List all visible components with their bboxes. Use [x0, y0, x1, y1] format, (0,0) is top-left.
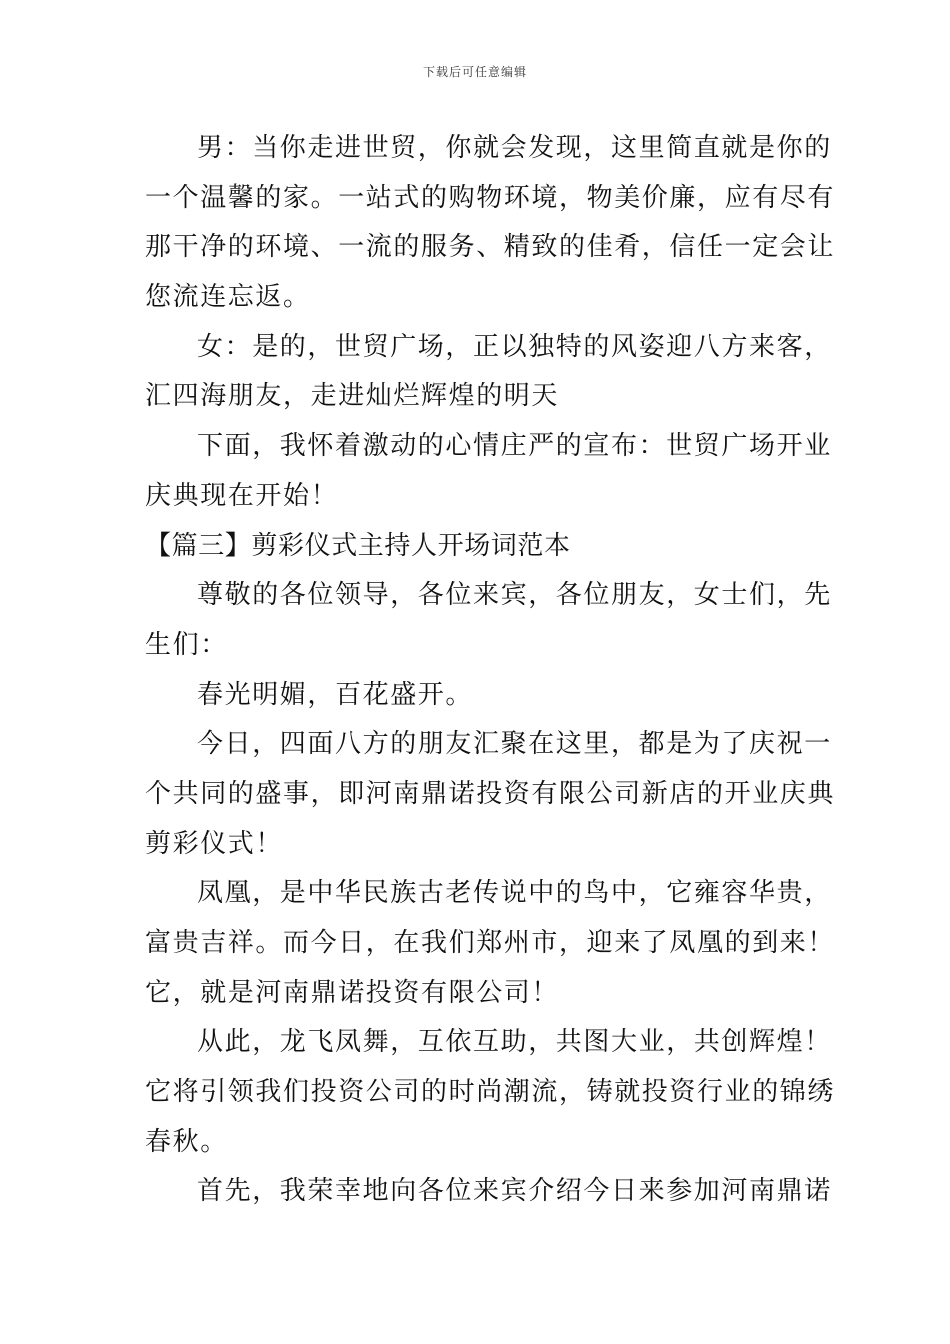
paragraph-line: 今日，四面八方的朋友汇聚在这里，都是为了庆祝一	[197, 729, 832, 760]
paragraph-line: 那干净的环境、一流的服务、精致的佳肴，信任一定会让	[145, 232, 836, 263]
paragraph-line: 凤凰，是中华民族古老传说中的鸟中，它雍容华贵，	[197, 878, 832, 909]
document-body	[145, 124, 836, 1217]
paragraph-line: 它将引领我们投资公司的时尚潮流，铸就投资行业的锦绣	[145, 1077, 836, 1108]
paragraph-line: 女：是的，世贸广场，正以独特的风姿迎八方来客，	[197, 331, 832, 362]
paragraph-line: 下面，我怀着激动的心情庄严的宣布：世贸广场开业	[197, 431, 832, 462]
paragraph-line: 它，就是河南鼎诺投资有限公司！	[145, 977, 560, 1008]
paragraph-line: 首先，我荣幸地向各位来宾介绍今日来参加河南鼎诺	[197, 1176, 832, 1207]
paragraph-line: 尊敬的各位领导，各位来宾，各位朋友，女士们，先	[197, 580, 832, 611]
page-header: 下载后可任意编辑	[422, 65, 527, 79]
paragraph-line: 个共同的盛事，即河南鼎诺投资有限公司新店的开业庆典	[145, 778, 836, 809]
paragraph-line: 一个温馨的家。一站式的购物环境，物美价廉，应有尽有	[145, 182, 836, 213]
paragraph-line: 汇四海朋友，走进灿烂辉煌的明天	[145, 381, 560, 412]
paragraph-line: 从此，龙飞凤舞，互依互助，共图大业，共创辉煌！	[197, 1027, 832, 1058]
paragraph-line: 春光明媚，百花盛开。	[197, 679, 474, 710]
paragraph-line: 男：当你走进世贸，你就会发现，这里简直就是你的	[197, 133, 832, 163]
paragraph-line: 您流连忘返。	[145, 282, 311, 313]
paragraph-line: 春秋。	[145, 1126, 228, 1157]
paragraph-line: 富贵吉祥。而今日，在我们郑州市，迎来了凤凰的到来！	[145, 928, 836, 958]
section-heading: 【篇三】剪彩仪式主持人开场词范本	[145, 530, 571, 561]
paragraph-line: 剪彩仪式！	[145, 828, 284, 859]
paragraph-line: 生们：	[145, 629, 228, 660]
paragraph-line: 庆典现在开始！	[145, 480, 339, 511]
